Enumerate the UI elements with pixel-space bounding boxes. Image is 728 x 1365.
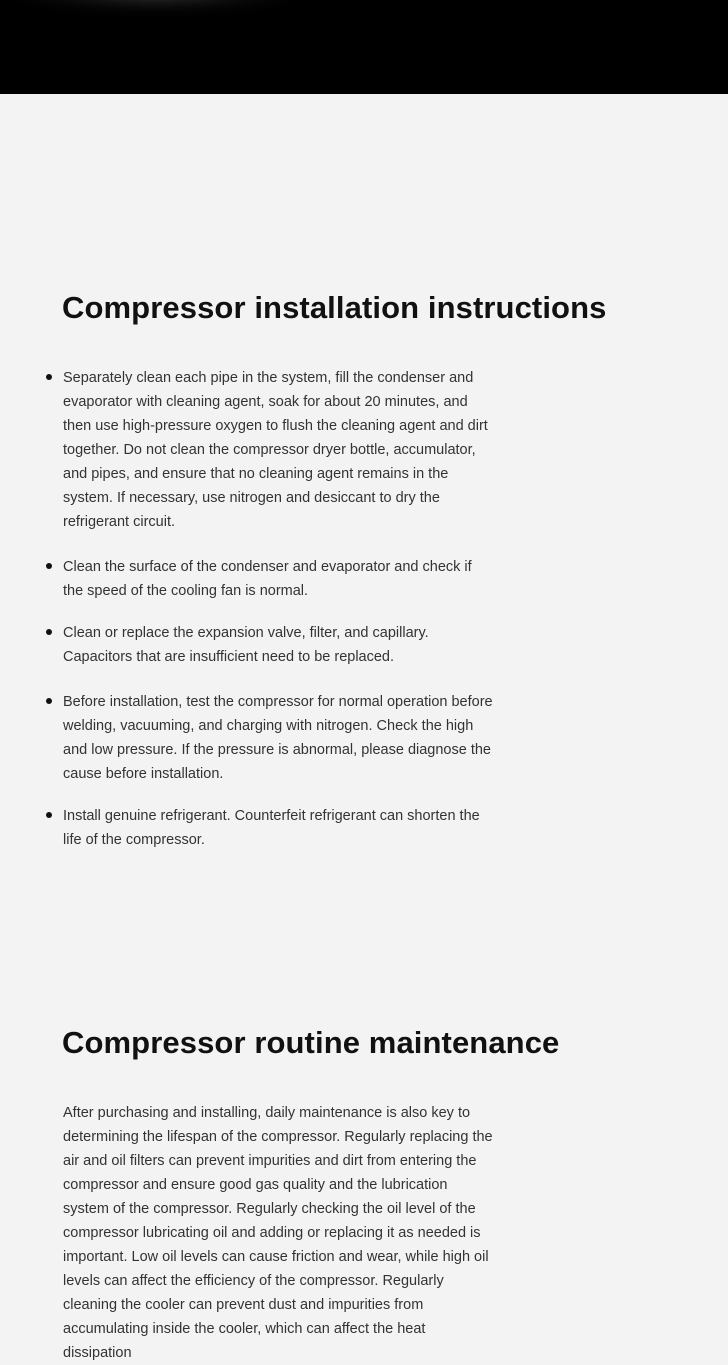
list-item	[63, 366, 493, 534]
list-item-text: Separately clean each pipe in the system, fill the condenser and evaporator with cleaning agent, soak for about 20 minutes, and then use high-pressure oxygen to flush the cleaning agent and dirt together. Do not clean the compressor dryer bottle, accumulator, and pipes, and ensure that no cleaning agent remains in the system. If necessary, use nitrogen and desiccant to dry the refrigerant circuit.	[63, 370, 488, 530]
maintenance-paragraph: After purchasing and installing, daily maintenance is also key to determining the lifespan of the compressor. Regularly replacing the air and oil filters can prevent impurities and dirt from entering the compressor and ensure good gas quality and the lubrication system of the compressor. Regularly checking the oil level of the compressor lubricating oil and adding or replacing it as needed is important. Low oil levels can cause friction and wear, while high oil levels can affect the efficiency of the compressor. Regularly cleaning the cooler can prevent dust and impurities from accumulating inside the cooler, which can affect the heat dissipation	[63, 1105, 493, 1361]
bullet-icon	[46, 812, 52, 818]
maintenance-heading: Compressor routine maintenance	[62, 1025, 560, 1060]
list-item-text: Install genuine refrigerant. Counterfeit refrigerant can shorten the life of the compressor.	[63, 808, 480, 848]
installation-list	[63, 366, 493, 852]
bullet-icon	[46, 698, 52, 704]
installation-heading: Compressor installation instructions	[62, 290, 607, 325]
bullet-icon	[46, 563, 52, 569]
list-item-text: Clean or replace the expansion valve, filter, and capillary. Capacitors that are insufficient need to be replaced.	[63, 625, 429, 665]
list-item	[63, 555, 493, 603]
maintenance-section	[0, 1023, 728, 1361]
list-item	[63, 621, 493, 669]
installation-section	[0, 288, 728, 848]
hero-banner	[0, 0, 728, 94]
list-item	[63, 804, 493, 852]
bullet-icon	[46, 374, 52, 380]
hero-image-blur	[10, 0, 300, 10]
list-item-text: Clean the surface of the condenser and evaporator and check if the speed of the cooling fan is normal.	[63, 559, 472, 599]
bullet-icon	[46, 629, 52, 635]
list-item	[63, 690, 493, 786]
list-item-text: Before installation, test the compressor for normal operation before welding, vacuuming, and charging with nitrogen. Check the high and low pressure. If the pressure is abnormal, please diagnose the cause before installation.	[63, 694, 493, 782]
